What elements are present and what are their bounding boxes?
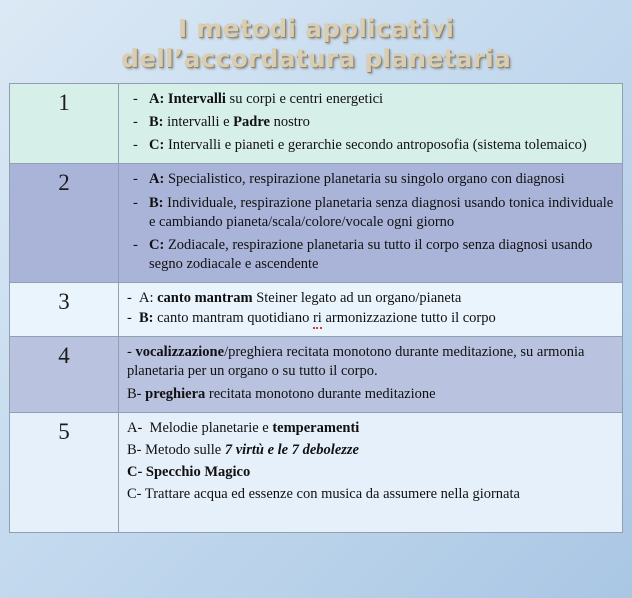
item-text: Specialistico, respirazione planetaria su singolo organo con diagnosi bbox=[164, 171, 565, 188]
table-row bbox=[10, 412, 623, 532]
list-item bbox=[127, 236, 614, 274]
methods-table bbox=[9, 83, 623, 533]
item-prefix: C: bbox=[149, 236, 165, 253]
row-line: B- Metodo sulle 7 virtù e le 7 debolezze bbox=[127, 441, 359, 458]
item-prefix: C: bbox=[149, 137, 165, 154]
item-text: Intervalli e pianeti e gerarchie secondo antroposofia (sistema tolemaico) bbox=[164, 137, 587, 154]
row-number: 2 bbox=[10, 164, 119, 283]
item-list bbox=[127, 90, 614, 155]
table-row bbox=[10, 283, 623, 337]
row-line: B- preghiera recitata monotono durante meditazione bbox=[127, 385, 436, 402]
item-text: Individuale, respirazione planetaria senza diagnosi usando tonica individuale e cambiando pianeta/scala/colore/vocale ogni giorno bbox=[149, 194, 614, 230]
list-item bbox=[127, 309, 614, 328]
item-prefix: A: Intervalli bbox=[149, 91, 226, 107]
row-number: 1 bbox=[10, 84, 119, 164]
item-text: Zodiacale, respirazione planetaria su tutto il corpo senza diagnosi usando segno zodiacale e ascendente bbox=[149, 236, 593, 272]
title-line-1: I metodi applicativi bbox=[177, 14, 455, 43]
row-line: C- Trattare acqua ed essenze con musica da assumere nella giornata bbox=[127, 486, 520, 502]
table-row bbox=[10, 84, 623, 164]
list-item bbox=[127, 90, 614, 109]
row-content bbox=[119, 84, 623, 164]
row-content bbox=[119, 283, 623, 337]
list-item bbox=[127, 170, 614, 189]
page-title bbox=[8, 14, 624, 73]
item-prefix: B: bbox=[149, 114, 164, 131]
list-item bbox=[127, 136, 614, 155]
table-row bbox=[10, 337, 623, 412]
title-line-2: dell’accordatura planetaria bbox=[121, 43, 511, 73]
item-text: Steiner legato ad un organo/pianeta bbox=[252, 290, 462, 306]
item-list bbox=[127, 170, 614, 274]
row-content bbox=[119, 412, 623, 532]
item-prefix: A: canto mantram bbox=[139, 290, 253, 306]
item-prefix: B: bbox=[139, 310, 154, 327]
row-number: 4 bbox=[10, 337, 119, 412]
list-item bbox=[127, 194, 614, 232]
item-text: intervalli e Padre nostro bbox=[163, 114, 310, 131]
row-content bbox=[119, 164, 623, 283]
table-row bbox=[10, 164, 623, 283]
item-prefix: B: bbox=[149, 194, 164, 211]
list-item bbox=[127, 113, 614, 132]
row-number: 3 bbox=[10, 283, 119, 337]
row-line: - vocalizzazione/preghiera recitata monotono durante meditazione, su armonia planetaria per un organo o su tutto il corpo. bbox=[127, 344, 585, 380]
row-line: C- Specchio Magico bbox=[127, 463, 251, 480]
item-text: su corpi e centri energetici bbox=[225, 91, 384, 107]
row-line: A- Melodie planetarie e temperamenti bbox=[127, 419, 360, 436]
item-prefix: A: bbox=[149, 171, 165, 188]
list-item bbox=[127, 289, 614, 308]
row-content bbox=[119, 337, 623, 412]
row-number: 5 bbox=[10, 412, 119, 532]
item-text: canto mantram quotidiano ri armonizzazione tutto il corpo bbox=[154, 310, 496, 329]
item-list bbox=[127, 289, 614, 328]
